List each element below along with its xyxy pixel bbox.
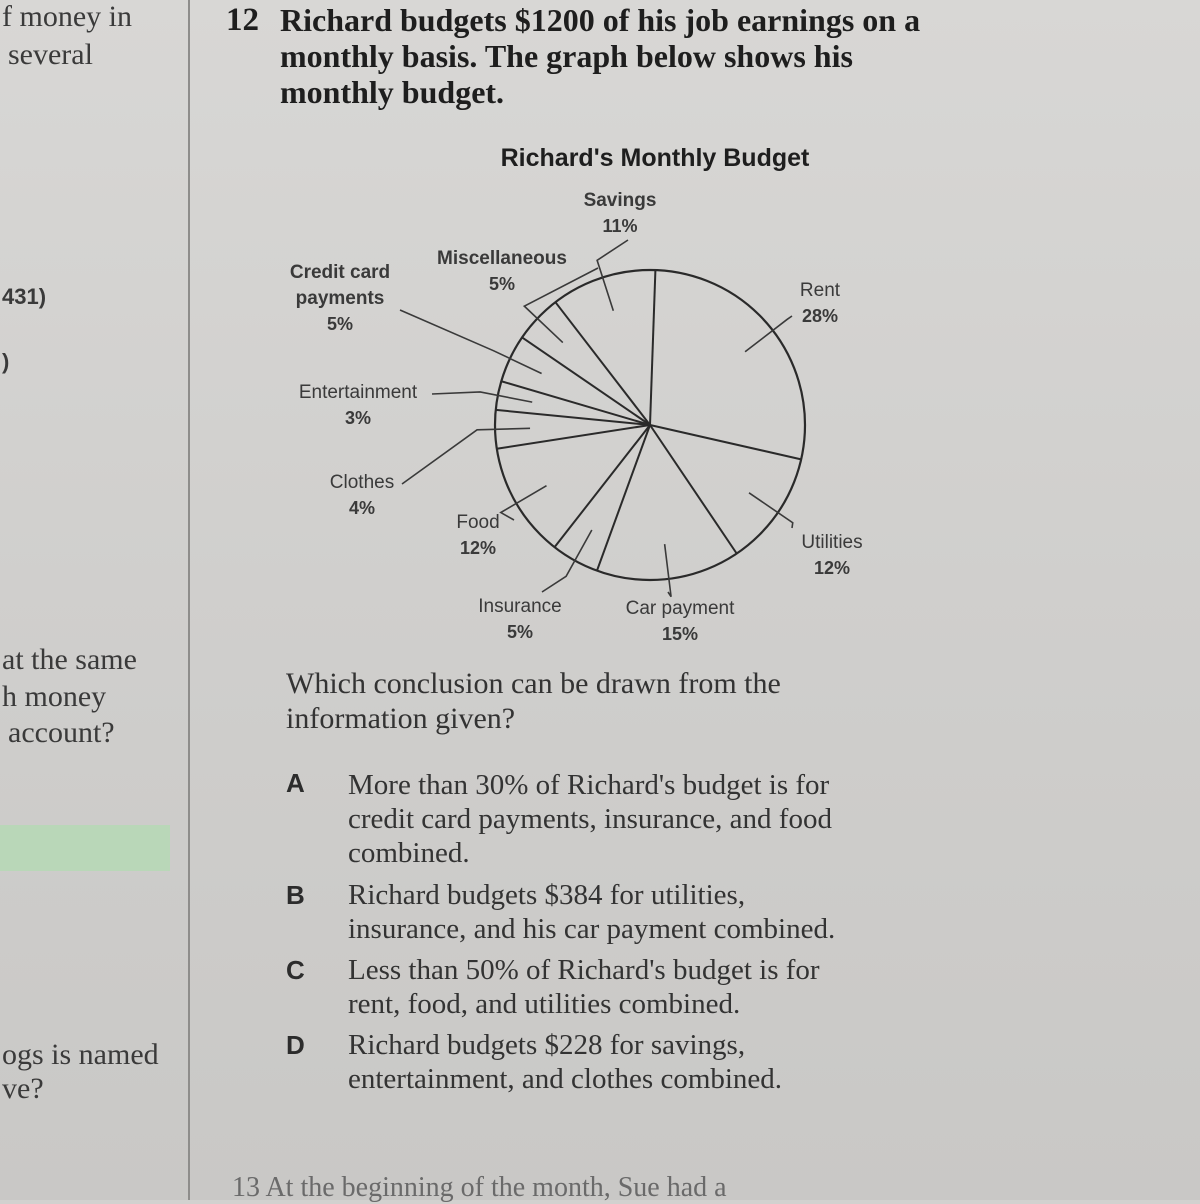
option-line: rent, food, and utilities combined. bbox=[348, 988, 741, 1020]
slice-label-insurance: Insurance bbox=[478, 596, 562, 617]
slice-label-credit-card-payments: payments bbox=[295, 288, 385, 309]
option-line: combined. bbox=[348, 837, 470, 869]
option-line: credit card payments, insurance, and food bbox=[348, 803, 832, 835]
left-fragment: several bbox=[8, 38, 93, 71]
left-fragment: 431) bbox=[2, 284, 47, 309]
slice-label-food: Food bbox=[456, 512, 500, 533]
slice-value-food: 12% bbox=[459, 538, 497, 558]
slice-value-clothes: 4% bbox=[348, 498, 376, 518]
slice-label-rent: Rent bbox=[799, 280, 841, 301]
slice-value-utilities: 12% bbox=[813, 558, 851, 578]
option-line: Richard budgets $384 for utilities, bbox=[348, 879, 746, 911]
option-line: Richard budgets $228 for savings, bbox=[348, 1029, 746, 1061]
option-c-text[interactable] bbox=[348, 953, 820, 1021]
slice-value-savings: 11% bbox=[602, 216, 638, 236]
option-d-letter[interactable]: D bbox=[286, 1030, 305, 1060]
option-b-letter[interactable]: B bbox=[286, 880, 305, 910]
option-line: Less than 50% of Richard's budget is for bbox=[348, 954, 820, 986]
left-fragment: ve? bbox=[2, 1072, 44, 1105]
slice-label-entertainment: Entertainment bbox=[298, 382, 418, 403]
slice-label-car-payment: Car payment bbox=[625, 598, 735, 619]
option-a-text[interactable] bbox=[348, 768, 832, 870]
prompt-line: Which conclusion can be drawn from the bbox=[286, 667, 781, 700]
option-line: More than 30% of Richard's budget is for bbox=[348, 769, 830, 801]
slice-value-insurance: 5% bbox=[506, 622, 534, 642]
option-b-text[interactable] bbox=[348, 878, 835, 946]
left-fragment: h money bbox=[2, 680, 107, 713]
prompt-text bbox=[286, 666, 886, 736]
slice-value-credit-card-payments: 5% bbox=[326, 314, 354, 334]
highlight-bar bbox=[0, 825, 170, 871]
slice-value-miscellaneous: 5% bbox=[488, 274, 516, 294]
left-fragment: ogs is named bbox=[2, 1038, 159, 1071]
left-fragment: account? bbox=[8, 716, 115, 749]
option-c-letter[interactable]: C bbox=[286, 955, 305, 985]
slice-label-utilities: Utilities bbox=[801, 532, 863, 553]
slice-value-rent: 28% bbox=[801, 306, 839, 326]
slice-label-miscellaneous: Miscellaneous bbox=[437, 248, 567, 269]
chart-title: Richard's Monthly Budget bbox=[500, 144, 810, 172]
option-d-text[interactable] bbox=[348, 1028, 782, 1096]
left-fragment: at the same bbox=[2, 643, 137, 676]
next-question-text: 13 At the beginning of the month, Sue had a bbox=[232, 1172, 727, 1203]
question-line: monthly basis. The graph below shows his bbox=[280, 38, 853, 74]
question-line: Richard budgets $1200 of his job earnings on a bbox=[280, 2, 921, 38]
slice-label-credit-card-payments: Credit card bbox=[289, 262, 391, 283]
left-fragment: ) bbox=[2, 349, 10, 374]
option-a-letter[interactable]: A bbox=[286, 768, 305, 798]
question-line: monthly budget. bbox=[280, 74, 505, 110]
left-fragment: f money in bbox=[2, 0, 132, 33]
slice-label-clothes: Clothes bbox=[329, 472, 395, 493]
question-number: 12 bbox=[226, 2, 259, 38]
option-line: insurance, and his car payment combined. bbox=[348, 913, 836, 945]
slice-value-entertainment: 3% bbox=[344, 408, 372, 428]
prompt-line: information given? bbox=[286, 702, 516, 735]
slice-value-car-payment: 15% bbox=[661, 624, 699, 644]
slice-label-savings: Savings bbox=[583, 190, 657, 211]
option-line: entertainment, and clothes combined. bbox=[348, 1063, 783, 1095]
